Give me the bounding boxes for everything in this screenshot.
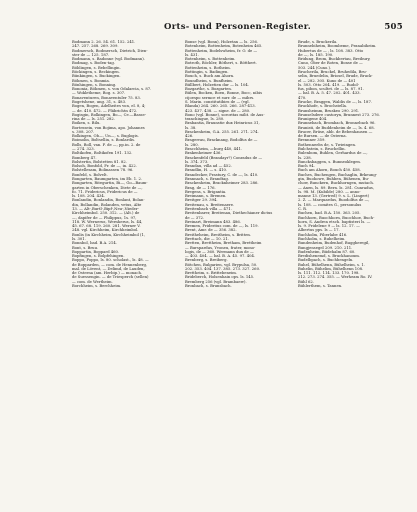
index-entry-line: Brabantia, Braunstie dux Heinricus 31, [185, 121, 260, 126]
index-entry-line: Bulenbom, Buhlen, Gerhardus de —, [298, 151, 368, 156]
index-entry-line: 13. — Alt-,Burtl-,Bipf-,Neu-,Nieder- [72, 206, 139, 211]
index-entry-line: Cuno, Ober de Roten, Bonse de — [298, 61, 363, 66]
index-entry-line: el — 282. 305. Kuno de — 401 [298, 78, 356, 83]
index-entry-line: de —, ls. 185. 190. [298, 52, 334, 57]
index-entry-line: de — 372. [185, 215, 205, 220]
index-entry-line: Bonnbol, bad. B.A. 214. [72, 241, 117, 246]
index-entry-line: Brandau, villa ad — 452. [185, 164, 232, 169]
index-entry-line: Boppartin, Boppard 460. [72, 249, 120, 254]
index-entry-line: Boiken, s. Bilu. [72, 121, 101, 126]
index-entry-line: C. R. [298, 206, 308, 211]
index-entry-line: Breitger 29. 394. [185, 198, 218, 203]
index-entry-line: Bolstertin, Bolstetten 81. 82. [72, 159, 127, 164]
index-entry-line: Brag, de — 176. [185, 185, 216, 190]
index-entry-line: Buchhorn, Buochhorn, Buochhoe, Buch- [298, 215, 375, 220]
index-entry-line: Bremen, Frideritus com. de —, ls. 119. [185, 224, 259, 229]
index-entry-line: logis, de — 360. Wermann dux de — [185, 249, 254, 254]
index-entry-line: Breitenbach villa — 471. [185, 206, 232, 211]
index-entry-line: Brunnebiheim, Boombeme, Pranabiheim. [298, 44, 377, 49]
index-entry-line: Brettach, die — 10. 21. [185, 236, 229, 241]
index-entry-line: Bonfeld, s. Bolvelt. [72, 172, 108, 177]
index-entry-line: Boundheim, s. Bunfheim. [185, 78, 233, 83]
index-entry-line: Bolstellesam, Bolinassen 78. 96. [72, 168, 134, 173]
index-entry-line: ster de — 125. 187. [72, 52, 110, 57]
index-entry-line: de Suessengin. — de Triesperch (sellen) [72, 275, 149, 280]
index-entry-line: ls. 301. [72, 236, 86, 241]
index-entry-line: tranchingue, ls. 280. [185, 117, 225, 122]
index-entry-line: Böblingen, s. Bebellingin. [72, 65, 121, 70]
index-entry-line: Bogisgin, Bolkingen, Bo—, Ce.—Basse- [72, 112, 146, 117]
index-entry-line: Boimolin, Boltsellin, s. Bonlardis. [72, 138, 136, 143]
index-entry-line: Buch 94. [298, 164, 315, 169]
index-entry-line: Blanda) 264. 260. 265. 266. 287-413. [185, 104, 256, 109]
index-entry-line: Bragerrau, Bracknang, Bodolfus de — [185, 138, 258, 143]
index-entry-line: Bötchen, Bulgarien, vgl. Brypulsa, 50. [185, 262, 258, 267]
index-entry-line: chow, Bunckern, Buckhorngen, mutach. [298, 181, 374, 186]
index-entry-line: ls. 111. 112. 114. 133. 170. 198. [298, 271, 360, 276]
index-entry-line: rina de — ls. 251. 282. [72, 117, 115, 122]
index-entry-line: ls. 108. 204. 434. [72, 194, 105, 199]
index-entry-line: Bolls, Boll, van. F. de —, pp.in. 2. de [72, 142, 141, 147]
page-number: 505 [384, 22, 403, 32]
index-entry-line: — 274. 323. [72, 147, 95, 152]
index-entry-line: S. Marin. constitutibies de — (vgl. [185, 99, 250, 104]
index-entry-line: Boppo, Poppo, ls. 80. scholast., ls. 48. — [72, 258, 149, 263]
index-entry-line: Bruckhofe, s. Brochstella. [298, 104, 348, 109]
index-entry-line: Kirchheimbol. 250. 312. — (Alt.) de [72, 211, 140, 216]
index-entry-line: Bregens, s. Brigantia. [185, 189, 227, 194]
index-entry-line: Bronbach, s. Brunsbach. [185, 284, 232, 289]
index-entry-line: Böhmen, s. Bonmia. [72, 78, 110, 83]
index-entry-line: Böckingen, s. Beckingen. [72, 69, 120, 74]
index-entry-line: selin, Bruedelin, Briosel, Brude, Bruck- [298, 74, 373, 79]
index-entry-line: Bodmag, s. Boden-tag. [72, 61, 115, 66]
index-entry-line: Brakenheimer 436. [185, 151, 222, 156]
index-entry-line: Brunigene 404. [298, 117, 328, 122]
index-entry-line: Bülen, Bocken, Boen, Bonne, Bocc, nibis [185, 91, 263, 96]
index-entry-line: Brucherila, Bruckel, Bruhedila, Bru- [298, 69, 367, 74]
index-entry-line: de Bopparden, — com. de Hennenberg, [72, 262, 148, 267]
index-entry-line: Bogen, Bogen, Adelheites von, el. 8, 4; [72, 104, 146, 109]
index-entry-line: Bretten, Brettheim, Bretham, Brettheim [185, 241, 262, 246]
index-entry-line: Brucer, Brüse, abb. de Bebenhausen — [298, 129, 373, 134]
index-entry-line: ls. 431. [185, 52, 199, 57]
index-entry-line: Brucke, Braggen, Waldis de —, ls. 187. [298, 99, 373, 104]
index-entry-line: Bodmann, s. Badonne (vgl. Bodmann). [72, 57, 145, 62]
index-entry-line: gin, Buohowe, Buhben, Bühenen, Bu- [298, 177, 369, 181]
index-entry-line: Brenberg, s. Breiberg. [185, 258, 228, 263]
index-entry-line: Bongarten, Baumgarten, im Eb. 1. 2. [72, 177, 143, 181]
index-entry-line: Breitheheim, Breitheim, s. Britten. [185, 232, 252, 237]
index-entry-line: Brunisti, de Buddenheim de —, ls. 4. 68. [298, 125, 375, 130]
index-entry-line: Buchholm, s. Buhelheim. [298, 236, 346, 241]
index-entry-line: Brunsheimm, Bruskeo 290. 291. [298, 108, 360, 113]
index-entry-line: Buncksbaggen, s. Bunneoklegen. [298, 159, 362, 164]
index-entry-line: 212. 273. 274. 355. — Werheam Ro. IV. [298, 275, 373, 280]
page-header-title: Orts- und Personen-Register. [164, 22, 311, 32]
index-entry-line: Bothenneebs de, s. Twieingen. [298, 142, 357, 147]
index-entry-line: ls. 9. Fridelene 9 — ls. 12. 17. — [298, 224, 360, 229]
index-entry-line: ls. 38. [185, 125, 197, 130]
index-entry-line: de Osterna (am. Herbip.) — monach. [72, 271, 143, 276]
index-entry-line: Breimann, s. Bremen. [185, 194, 227, 199]
index-entry-line: Bomberg 47. [72, 155, 97, 160]
index-entry-line: Bouch, s. Buch am Ahorn. [185, 74, 235, 79]
index-column-middle [185, 40, 290, 504]
index-entry-line: ls. 108. — comites G., personulus [298, 202, 362, 207]
index-entry-line: Bolkingen, Ob—, Un—, s. Buglogis. [72, 134, 139, 139]
index-entry-line: Bongarten, Ritegurtin, Bi—, Go—Baum- [72, 181, 148, 186]
index-entry-line: Budelbpach, s. Buchbengeln. [298, 258, 354, 263]
index-entry-line: Bont, s. Bruu. [72, 245, 99, 250]
index-entry-line: Brandecker, Prastury, C. de —, ls. 410. [185, 172, 259, 177]
index-entry-line: Bredishenemd, s. Bruckhanoum. [298, 254, 361, 259]
index-entry-line: Brunnebach, Brombach, Bronnebach 96. [298, 121, 376, 126]
index-entry-line: Bodmann 2. 26. 54. 61. 152. 241. [72, 40, 136, 44]
index-entry-line: Brandlin, H. — s. 410. [185, 168, 228, 173]
index-entry-line: Bono (vgl. Bonne), sororitas milit. de Aus- [185, 112, 265, 117]
index-entry-line: Bremberg 256 (vgl. Brambaerr). [185, 279, 247, 284]
index-entry-line: Buches, Buchengen, Buchaglin, Brkeung- [298, 172, 378, 177]
index-entry-line: 503. 244 (Cuno.). [298, 65, 332, 70]
index-entry-line: Breitenbarer, Breitenau, Diethechianer dictus [185, 211, 273, 216]
index-columns [72, 40, 403, 504]
index-entry-line: Botroth, Böchler, Böthert, s. Bötthert. [185, 61, 257, 66]
index-entry-line: Borchheim, s. Berchheim. [72, 284, 122, 289]
index-entry-line: Bracchheim, —burg 440, 441. [185, 147, 243, 152]
index-entry-line: Bonaventuren, Bonaventuler 75. 83. [72, 95, 142, 100]
index-entry-line: Bolsoh, Bonfold, Fr. de —, in. 422. [72, 164, 137, 169]
index-entry-line: Brude, s. Bruckerila. [298, 40, 338, 44]
index-entry-line: Bonse (vgl. Bonn), Holzetan — ls. 256. [185, 40, 259, 44]
index-entry-line: fo. 71. Fridericus, Fridericus de — [72, 189, 138, 194]
index-entry-line: Brunselsdere custoryn, Brunnest 273. 276. [298, 112, 380, 117]
running-head [72, 22, 403, 34]
index-entry-line: Bönhingen, s. Bonning. [72, 82, 117, 87]
index-column-left [72, 40, 177, 504]
index-entry-line: Brackenheim, G.A. 255. 261. 271. 274. [185, 129, 259, 134]
index-entry-line: Hubertus de — , ls. 108. 383. Otto [298, 48, 364, 53]
index-entry-line: Brent, Amr. de — 356. 382. [185, 228, 237, 233]
index-entry-line: Breitenau, s. Breitenaere. [185, 202, 235, 207]
index-entry-line: — Wokletheme, Bog. s. 307. [72, 91, 126, 96]
index-entry-line: cijoespo sermce et surr. de — mibrs. [185, 95, 255, 100]
index-entry-line: — Burspardus, Yvoneu, frater, mono- [185, 245, 256, 250]
index-entry-line: Bortessein, von Bojima, apo. Johannes [72, 125, 145, 130]
index-entry-line: Brettheim, s. Brittebeneim. [185, 271, 238, 276]
index-entry-line: Bottenheim, s. Botheim. [185, 65, 231, 70]
index-entry-line: Bonlis (in Kirchheim, Kirchheimbol (1, [72, 232, 146, 237]
index-entry-line: horn, S. Andrea etsch. baptisteri ls. — [298, 219, 371, 224]
index-entry-line: Boltikofen, Boltikofen 191. 132. [72, 151, 133, 156]
index-entry-line: 202. 353. 404. 137. 385. 273. 327. 260. [185, 266, 261, 271]
index-entry-line: fus, pibon, scultet. de — ls. 87. 91. [298, 87, 364, 92]
index-entry-line: Bonlandin, Bonlandin, Bonlant, Bolan- [72, 198, 145, 203]
index-entry-line: Brackenheim, Bracknheimer 283. 286. [185, 181, 259, 186]
index-entry-line: Brennner 359. [298, 138, 326, 143]
index-entry-line: Budenheim, Büdehalm 87. 60. [298, 249, 356, 254]
index-entry-line: Bottingin, s. Badingen. [185, 69, 229, 74]
index-entry-line: din, Bollandin, Bolanden, vetus, Alte [72, 202, 142, 207]
index-entry-line: Bogetshene, ung. 31, s. 483. [72, 99, 127, 104]
index-entry-line: ls. 374. 373. [185, 159, 209, 164]
index-entry-line: ls. 280. [185, 142, 199, 147]
index-entry-line: Buchen, bad. B.A. 150. 363. 205. [298, 211, 361, 216]
index-entry-line: Buch am Ahorn, Bouch 450. 458. [298, 168, 361, 173]
index-entry-line: — bal. B. A. 5. 47. 202. 401. 433. [298, 91, 361, 96]
index-entry-line: Brannach, s. Brandtag. [185, 177, 229, 181]
index-entry-line: Bridung, Brom, Buckbertau, Breibury, [298, 57, 371, 62]
index-entry-line: 248. vgl. Kirchheim, Kirchheimbol. [72, 228, 139, 233]
index-entry-line: Bünkingen, s. Buckingen. [72, 74, 121, 79]
index-entry-line: 423. 437. 438. — signe. de — 280. [185, 108, 251, 113]
index-entry-line: — com. de Wertheim. [72, 279, 113, 284]
index-entry-line: mal. de Lövent, — Delimd, de Lauden, [72, 266, 145, 271]
index-entry-line: Buhel, Bühelhenn, Bühelheim, s. 1. [298, 262, 365, 267]
index-entry-line: garten in Oberschenken, Diete de —, [72, 185, 143, 190]
index-entry-line: Bopfingen, s. Bolpfehingen. [72, 254, 125, 259]
index-entry-line: manne 13. (Gertred) 9. s. L. (Lingert) [298, 194, 370, 199]
index-entry-line: Brackenfeld (Brandayr?) Conradus de — [185, 155, 263, 160]
index-entry-line: —, dapifer de — Philippus, 1s. 97, [72, 215, 137, 220]
index-entry-line: Büllbert, Holzetien dur — ls. 104. [185, 82, 249, 87]
index-entry-line: 118. W. Wernerus, Wernherus, ls. 44, [72, 219, 143, 224]
index-entry-line: Bühl 62. [298, 279, 314, 284]
index-entry-line: Bungjensegel 209. 210. 211. [298, 245, 353, 250]
index-entry-line: Bottenheim, Bodelswheim, fr. O. de — [185, 48, 258, 53]
index-entry-line: Bulchstein, s. Bruchellin. [298, 147, 346, 152]
index-entry-line: Buhelin, Bühelim, Bühelhenn 108. [298, 266, 364, 271]
index-entry-line: ls. 98. M. (Kubilde) 280. — anno- [298, 189, 361, 194]
index-entry-line: — Anen, ls. 89. Bern. ls. 281. Cunradus, [298, 185, 375, 190]
index-entry-line: 247. 257. 268. 269. 309. [72, 44, 119, 49]
index-entry-line: Botenheim, s. Bottenheim. [185, 57, 236, 62]
index-entry-line: 2. Z. — Marquardus, Ruodolfus de —, [298, 198, 370, 203]
index-entry-line: Bühlerthem, s. Tannen. [298, 284, 343, 289]
index-entry-line: Botenheim, Bottenheim, Botenheim 465. [185, 44, 263, 49]
index-entry-line: — de. 410. 472. — Pläbrichtn 472. [72, 108, 138, 113]
index-entry-line: ls. 503. Otto 204. 419. — Rudol- [298, 82, 359, 87]
index-column-right [298, 40, 403, 504]
index-entry-line: Bononia, Böhmen, s. von Odalarcia, s. 87. [72, 87, 152, 92]
index-entry-line: Bodmersch, Bodmersch, Dietrich, Dien- [72, 48, 148, 53]
index-entry-line: 426. [185, 134, 194, 139]
index-entry-line: — 403. 404. — bal. B. A. 45. 97. 404. [185, 254, 256, 259]
index-entry-line: Bundenheim, Budenhof, Buggheregil, [298, 241, 370, 246]
index-entry-line: Bozgarthe, s. Bozgarten. [185, 87, 233, 92]
index-entry-line: Breinart, Breimann 483. 486. [185, 219, 241, 224]
index-entry-line: 45. 67. 68. 119. 260. 281. Werner V. [72, 224, 141, 229]
index-entry-line: s. 308. 207. [72, 129, 95, 134]
index-entry-line: de Bursen. — de Osterna. [298, 134, 347, 139]
index-entry-line: 470. [298, 95, 307, 100]
index-entry-line: Albertus pps. ls — 17. [298, 228, 340, 233]
index-entry-line: Buchholm, Fiberlabe 416. [298, 232, 348, 237]
index-entry-line: ls. 238. [298, 155, 312, 160]
index-entry-line: Brideberch, Holsenhain ops. ls. 145. [185, 275, 255, 280]
